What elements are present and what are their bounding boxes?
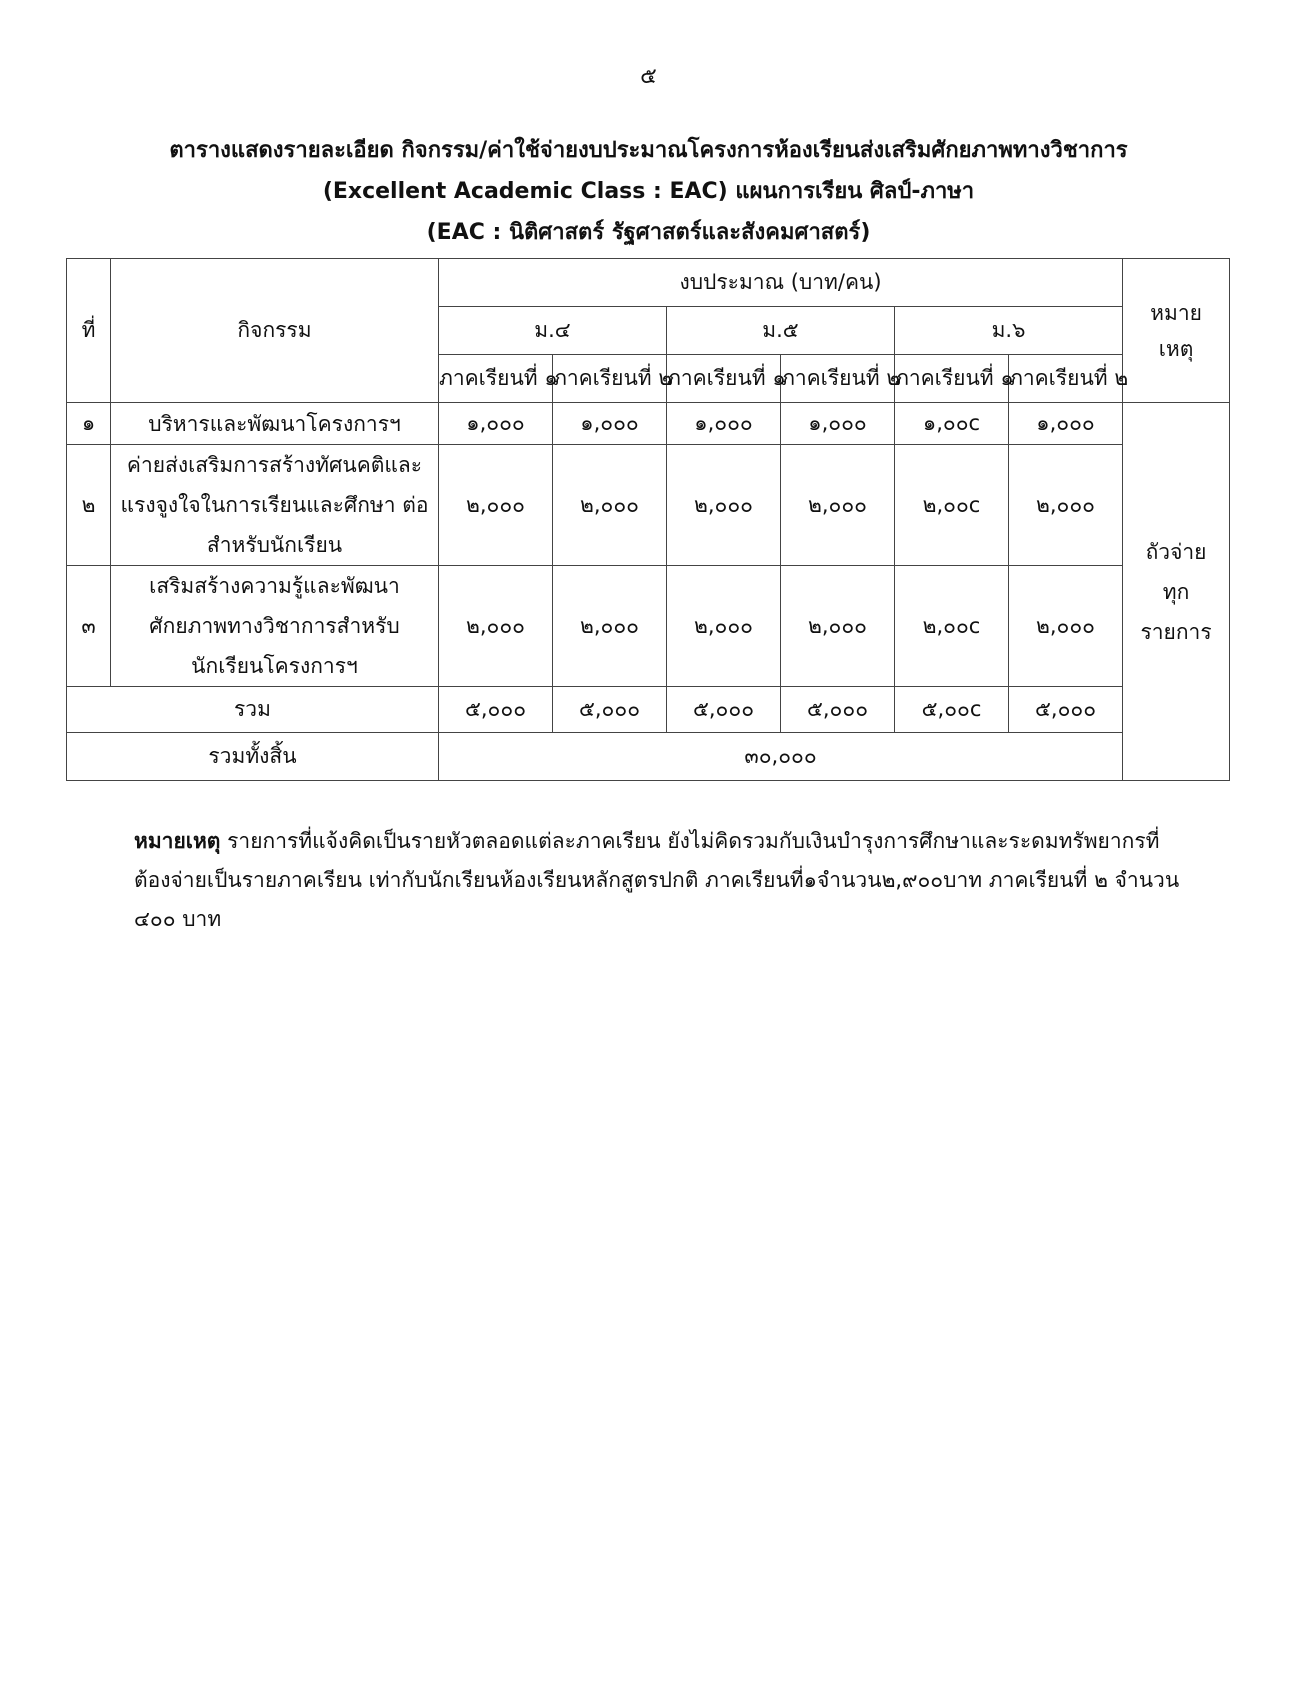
header-remark: [1123, 259, 1230, 403]
row-value: ๑,๐๐๐: [667, 403, 781, 445]
row-value: ๑,๐๐c: [895, 403, 1009, 445]
row-activity: เสริมสร้างความรู้และพัฒนา ศักยภาพทางวิชาการสำหรับ นักเรียนโครงการฯ: [111, 566, 439, 687]
grand-total-value: ๓๐,๐๐๐: [439, 733, 1123, 781]
row-value: ๒,๐๐๐: [781, 445, 895, 566]
total-value: ๕,๐๐๐: [1009, 687, 1123, 733]
table-row: [67, 445, 1230, 566]
row-no: ๑: [67, 403, 111, 445]
header-remark-text: หมาย เหตุ: [1150, 300, 1202, 361]
row-no: ๒: [67, 445, 111, 566]
row-value: ๒,๐๐๐: [1009, 445, 1123, 566]
header-budget: งบประมาณ (บาท/คน): [439, 259, 1123, 307]
total-value: ๕,๐๐๐: [781, 687, 895, 733]
header-semester: ภาคเรียนที่ ๑: [667, 355, 781, 403]
remark-cell: [1123, 403, 1230, 781]
row-value: ๑,๐๐๐: [1009, 403, 1123, 445]
grand-total-row: [67, 733, 1230, 781]
budget-table: [66, 258, 1230, 781]
header-no: ที่: [67, 259, 111, 403]
row-activity: ค่ายส่งเสริมการสร้างทัศนคติและ แรงจูงใจในการเรียนและศึกษา ต่อสำหรับนักเรียน: [111, 445, 439, 566]
row-value: ๒,๐๐๐: [553, 566, 667, 687]
total-value: ๕,๐๐๐: [553, 687, 667, 733]
header-grade-m4: ม.๔: [439, 307, 667, 355]
header-activity: กิจกรรม: [111, 259, 439, 403]
header-grade-m5: ม.๕: [667, 307, 895, 355]
title-line-1: ตารางแสดงรายละเอียด กิจกรรม/ค่าใช้จ่ายงบประมาณโครงการห้องเรียนส่งเสริมศักยภาพทางวิชาการ: [169, 138, 1128, 163]
total-value: ๕,๐๐c: [895, 687, 1009, 733]
row-value: ๒,๐๐๐: [553, 445, 667, 566]
title-line-3: (EAC : นิติศาสตร์ รัฐศาสตร์และสังคมศาสตร์): [426, 220, 871, 245]
row-value: ๑,๐๐๐: [781, 403, 895, 445]
header-semester: ภาคเรียนที่ ๒: [781, 355, 895, 403]
table-row: [67, 403, 1230, 445]
remark-text: ถัวจ่าย ทุก รายการ: [1140, 539, 1212, 644]
grand-total-label: รวมทั้งสิ้น: [67, 733, 439, 781]
row-no: ๓: [67, 566, 111, 687]
header-grade-m6: ม.๖: [895, 307, 1123, 355]
table-row: [67, 566, 1230, 687]
row-value: ๒,๐๐๐: [1009, 566, 1123, 687]
total-label: รวม: [67, 687, 439, 733]
footnote-text: รายการที่แจ้งคิดเป็นรายหัวตลอดแต่ละภาคเรียน ยังไม่คิดรวมกับเงินบำรุงการศึกษาและระดมทรัพยากรที่ต้องจ่ายเป็นรายภาคเรียน เท่ากับนักเรียนห้องเรียนหลักสูตรปกติ ภาคเรียนที่๑จำนวน๒,๙๐๐บาท ภาคเรียนที่ ๒ จำนวน ๔๐๐ บาท: [134, 829, 1180, 931]
row-activity: บริหารและพัฒนาโครงการฯ: [111, 403, 439, 445]
header-semester: ภาคเรียนที่ ๑: [895, 355, 1009, 403]
page-number: ๕: [640, 64, 657, 89]
row-value: ๑,๐๐๐: [553, 403, 667, 445]
row-value: ๒,๐๐c: [895, 445, 1009, 566]
document-title: [0, 130, 1297, 253]
header-semester: ภาคเรียนที่ ๑: [439, 355, 553, 403]
footnote-label: หมายเหตุ: [134, 829, 221, 853]
header-semester: ภาคเรียนที่ ๒: [1009, 355, 1123, 403]
row-value: ๒,๐๐๐: [667, 566, 781, 687]
row-value: ๒,๐๐c: [895, 566, 1009, 687]
title-line-2: (Excellent Academic Class : EAC) แผนการเรียน ศิลป์-ภาษา: [322, 179, 975, 204]
row-value: ๑,๐๐๐: [439, 403, 553, 445]
total-row: [67, 687, 1230, 733]
row-value: ๒,๐๐๐: [781, 566, 895, 687]
row-value: ๒,๐๐๐: [439, 445, 553, 566]
total-value: ๕,๐๐๐: [667, 687, 781, 733]
row-value: ๒,๐๐๐: [667, 445, 781, 566]
header-semester: ภาคเรียนที่ ๒: [553, 355, 667, 403]
row-value: ๒,๐๐๐: [439, 566, 553, 687]
footnote: [134, 822, 1194, 939]
total-value: ๕,๐๐๐: [439, 687, 553, 733]
